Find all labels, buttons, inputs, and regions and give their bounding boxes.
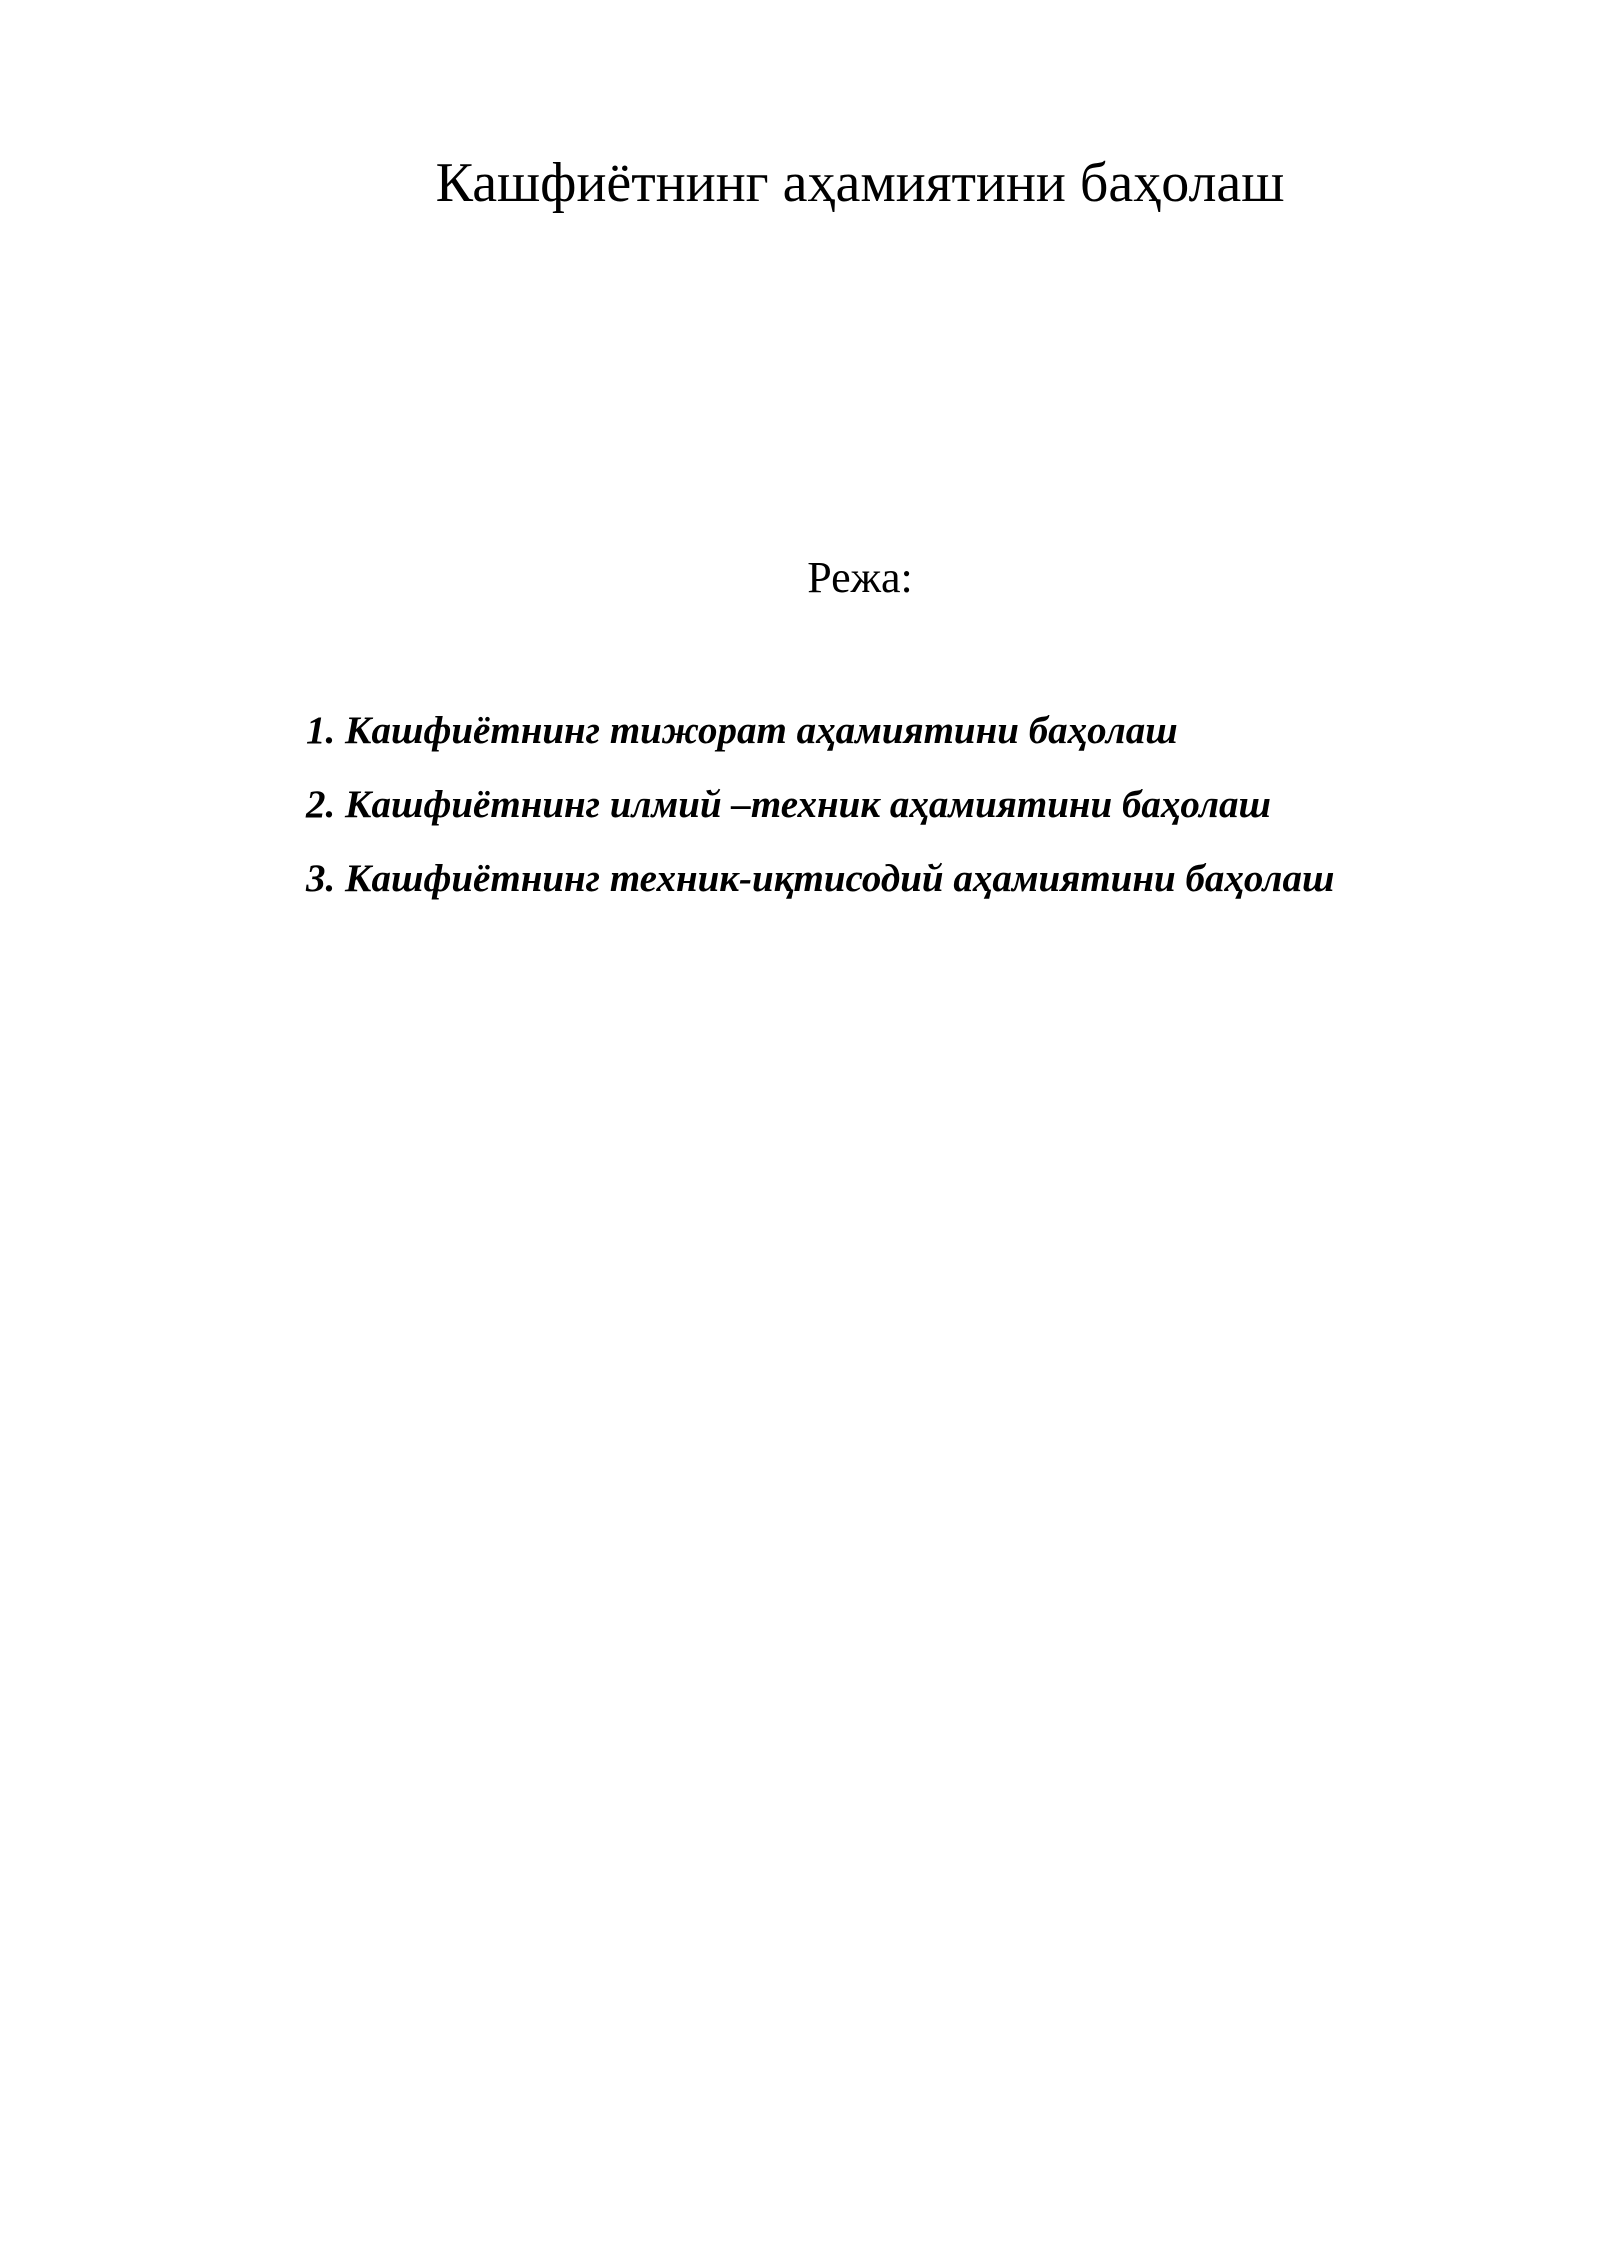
plan-item-1	[306, 694, 1334, 768]
plan-item-number: 3.	[306, 857, 336, 900]
plan-item-text: Кашфиётнинг техник-иқтисодий аҳамиятини баҳолаш	[345, 857, 1335, 900]
plan-item-2	[306, 768, 1334, 842]
plan-heading: Режа:	[807, 553, 913, 602]
plan-item-number: 1.	[306, 709, 336, 752]
plan-item-text: Кашфиётнинг тижорат аҳамиятини баҳолаш	[345, 709, 1178, 752]
plan-item-3	[306, 842, 1334, 916]
plan-list	[306, 694, 1334, 916]
plan-item-number: 2.	[306, 783, 336, 826]
plan-item-text: Кашфиётнинг илмий –техник аҳамиятини баҳолаш	[345, 783, 1271, 826]
document-title: Кашфиётнинг аҳамиятини баҳолаш	[435, 152, 1285, 214]
